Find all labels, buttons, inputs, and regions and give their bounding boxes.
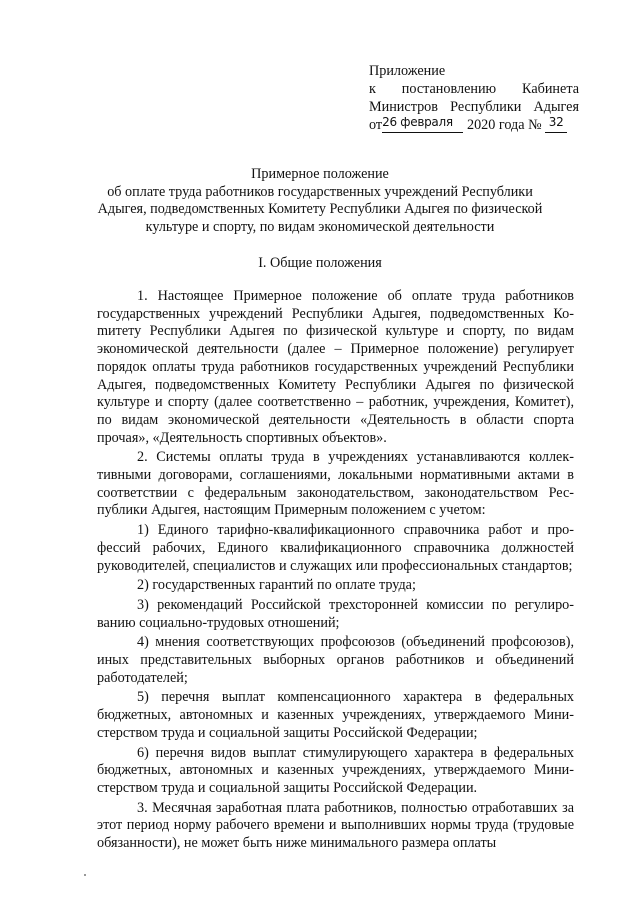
paragraph-3: 3. Месячная заработная плата работников, полностью отработавших за этот период норму рабочего времени и выполнивших нормы труда (трудовые обязанности), не может быть ниже минимального размера оплаты — [97, 799, 574, 852]
scan-speck — [84, 874, 86, 876]
list-item-2: 2) государственных гарантий по оплате труда; — [137, 577, 416, 594]
title-line-3: Адыгея, подведомственных Комитету Республики Адыгея по физической — [97, 201, 543, 217]
appendix-date-line — [369, 116, 579, 134]
title-line-2: об оплате труда работников государственных учреждений Республики — [107, 183, 533, 200]
appendix-block — [369, 62, 579, 134]
list-item-4: 4) мнения соответствующих профсоюзов (объединений профсоюзов), иных представительных выборных органов работников и объединений работодателей; — [97, 634, 574, 686]
date-suffix: 2020 года № — [466, 117, 542, 133]
handwritten-date: 26 февраля — [382, 115, 453, 129]
section-heading: I. Общие положения — [258, 255, 382, 271]
appendix-label: Приложение — [369, 63, 446, 79]
appendix-resolution-line: к постановлению Кабинета — [369, 81, 579, 97]
title-line-1: Примерное положение — [251, 166, 389, 182]
list-item-1: 1) Единого тарифно-квалификационного справочника работ и профессий рабочих, Единого квалификационного справочника должностей руководителей, специалистов и служащих или профессиональных стандартов; — [97, 522, 574, 574]
list-item-5: 5) перечня выплат компенсационного характера в федеральных бюджетных, автономных и казенных учреждениях, утверждаемого Министерством труда и социальной защиты Российской Федерации; — [97, 689, 574, 741]
paragraph-1: 1. Настоящее Примерное положение об оплате труда работников государственных учреждений Республики Адыгея, подведомственных Коmитету Республики Адыгея по физической культуре и спорту, по видам экономической деятельности (далее – Примерное положение) регулирует порядок оплаты труда работников государственных учреждений Республики Адыгея, подведомственных Комитету Республики Адыгея по физической культуре и спорту (далее соответственно – работник, учреждения, Комитет), по видам экономической деятельности «Деятельность в области спорта прочая», «Деятельность спортивных объектов». — [97, 288, 574, 446]
list-item-6: 6) перечня видов выплат стимулирующего характера в федеральных бюджетных, автономных и казенных учреждениях, утверждаемого Министерством труда и социальной защиты Российской Федерации. — [97, 744, 574, 796]
handwritten-number: 32 — [548, 115, 564, 129]
document-body — [97, 288, 574, 853]
appendix-authority-line: Министров Республики Адыгея — [369, 99, 579, 115]
date-prefix: от — [369, 117, 383, 133]
paragraph-2: 2. Системы оплаты труда в учреждениях устанавливаются коллективными договорами, соглашениями, локальными нормативными актами в соответствии с федеральным законодательством, законодательством Республики Адыгея, настоящим Примерным положением с учетом: — [97, 449, 574, 519]
title-line-4: культуре и спорту, по видам экономической деятельности — [145, 218, 495, 235]
list-item-3: 3) рекомендаций Российской трехсторонней комиссии по регулированию социально-трудовых отношений; — [97, 596, 574, 631]
document-title — [80, 166, 560, 236]
